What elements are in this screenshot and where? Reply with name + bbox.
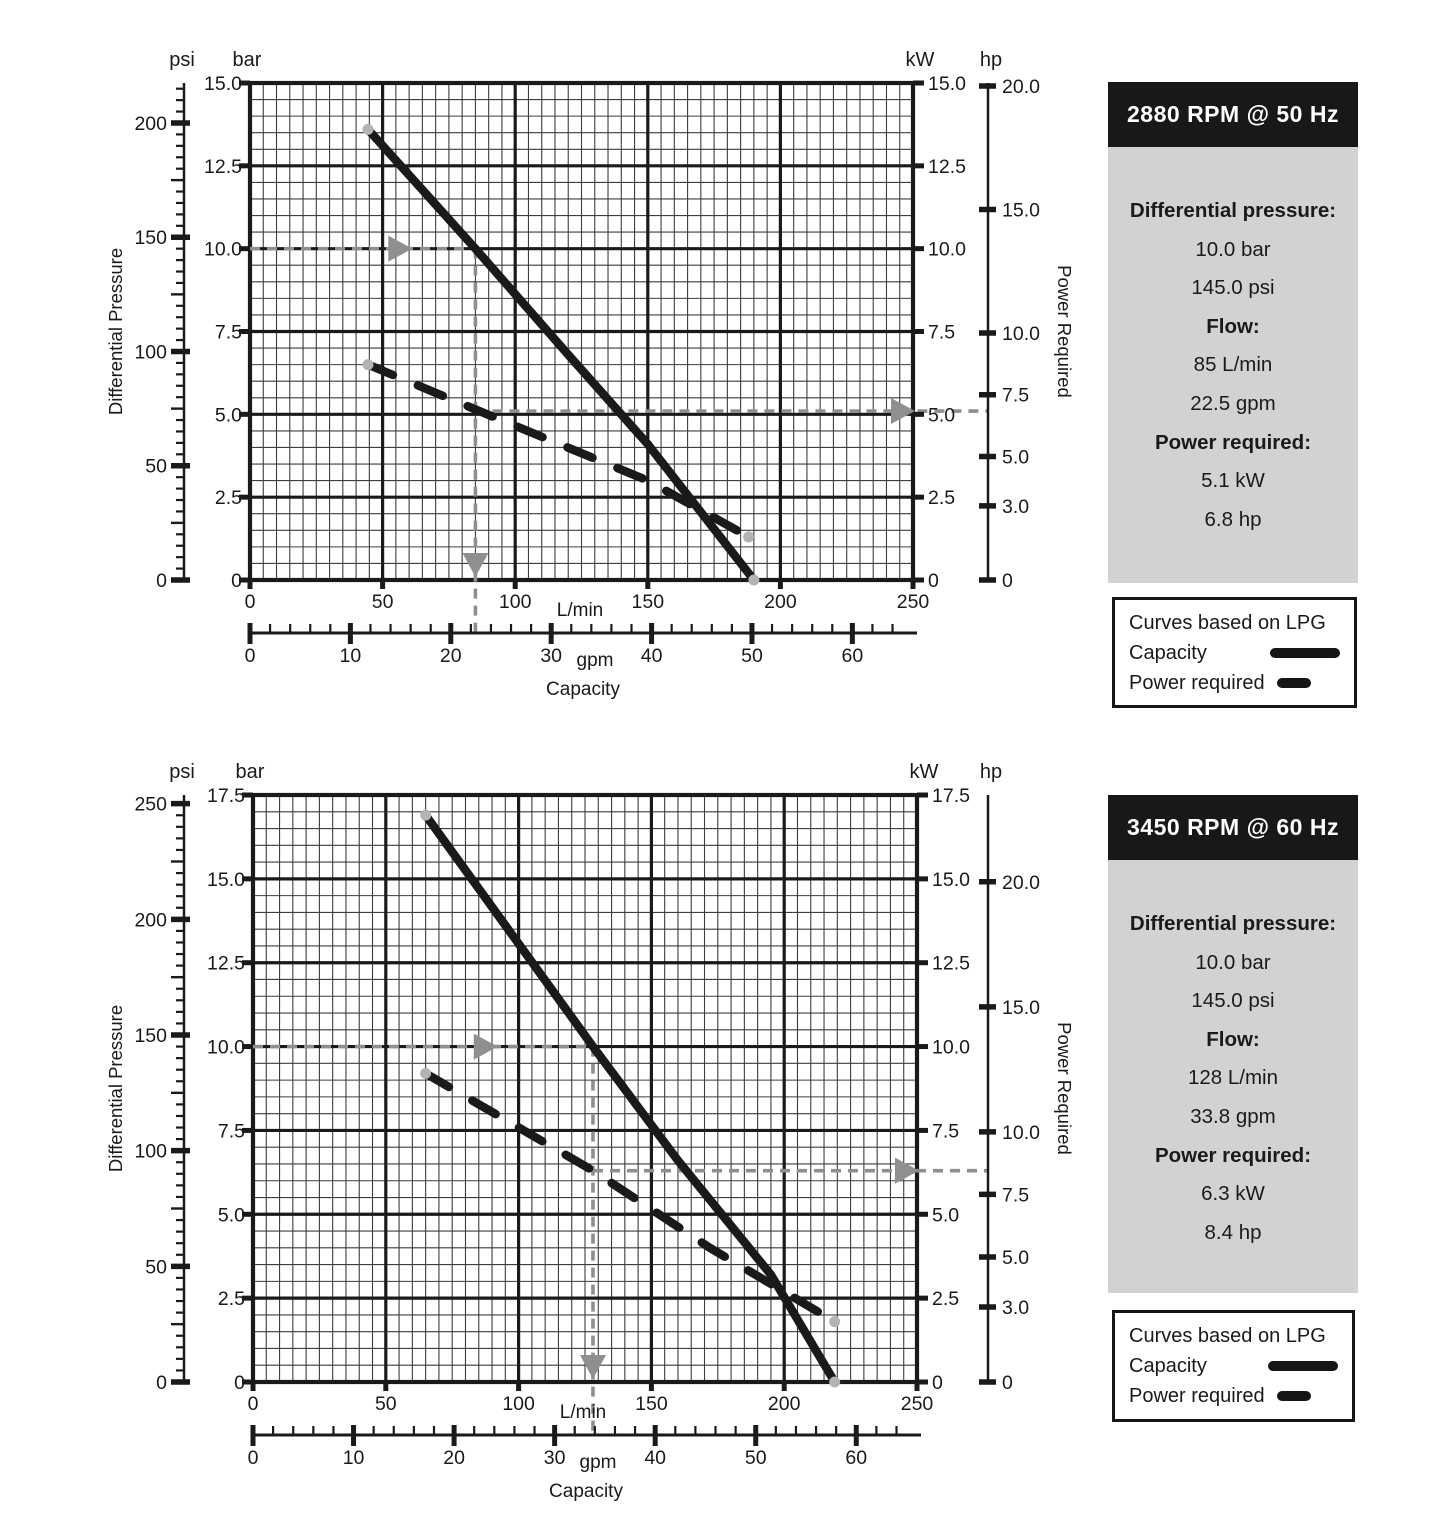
- svg-text:Differential Pressure: Differential Pressure: [105, 247, 126, 416]
- gpm-ruler: [245, 623, 917, 700]
- legend-power-label: Power required: [1129, 672, 1265, 694]
- svg-text:250: 250: [896, 591, 930, 613]
- spec-pressure-psi: 145.0 psi: [1191, 276, 1275, 300]
- operating-point-guides: [253, 1047, 988, 1435]
- curve-endpoint-dot: [748, 575, 759, 586]
- svg-text:100: 100: [502, 1393, 535, 1415]
- svg-text:10.0: 10.0: [928, 238, 966, 261]
- svg-text:20: 20: [443, 1447, 465, 1469]
- pump-chart-1: [105, 49, 1075, 700]
- spec-power-label: Power required:: [1154, 1143, 1312, 1167]
- svg-text:0: 0: [247, 1393, 259, 1415]
- grid-minor: [253, 795, 917, 1382]
- axis-labels: [204, 73, 966, 621]
- spec-panel-60hz: [1108, 795, 1358, 1293]
- svg-text:0: 0: [156, 570, 167, 592]
- legend-50hz: [1112, 597, 1357, 708]
- svg-text:15.0: 15.0: [1002, 996, 1040, 1019]
- svg-text:40: 40: [644, 1447, 667, 1469]
- psi-ruler: [134, 83, 190, 592]
- svg-text:7.5: 7.5: [928, 321, 956, 344]
- power-line-swatch: [1277, 678, 1311, 688]
- spec-panel-50hz: [1108, 82, 1358, 583]
- legend-power-label: Power required: [1129, 1385, 1265, 1407]
- svg-text:bar: bar: [235, 761, 265, 783]
- svg-text:100: 100: [134, 341, 167, 364]
- svg-text:2.5: 2.5: [214, 487, 242, 510]
- capacity-line-swatch: [1270, 648, 1340, 658]
- spec-power-label: Power required:: [1154, 430, 1312, 454]
- spec-pressure-bar: 10.0 bar: [1195, 237, 1271, 261]
- svg-text:0: 0: [231, 570, 242, 592]
- legend-title: Curves based on LPG: [1129, 612, 1326, 634]
- svg-text:30: 30: [543, 1447, 566, 1469]
- svg-text:15.0: 15.0: [932, 868, 970, 891]
- svg-text:0: 0: [244, 645, 256, 667]
- spec-flow-label: Flow:: [1206, 1027, 1260, 1051]
- svg-text:5.0: 5.0: [217, 1204, 245, 1227]
- spec-diff-pressure-label: Differential pressure:: [1129, 199, 1337, 222]
- svg-text:60: 60: [845, 1447, 868, 1469]
- spec-power-hp: 6.8 hp: [1204, 507, 1262, 531]
- spec-panel-60hz-header: 3450 RPM @ 60 Hz: [1108, 795, 1358, 860]
- svg-text:Power Required: Power Required: [1054, 265, 1075, 398]
- svg-text:15.0: 15.0: [1002, 199, 1040, 222]
- svg-text:L/min: L/min: [559, 1402, 607, 1423]
- curve-endpoint-dot: [420, 1068, 431, 1079]
- svg-text:10.0: 10.0: [1002, 1121, 1040, 1144]
- operating-point-guides: [250, 249, 988, 633]
- curve-endpoint-dot: [363, 124, 374, 135]
- spec-flow-label: Flow:: [1206, 314, 1260, 338]
- spec-diff-pressure-label: Differential pressure:: [1129, 912, 1337, 935]
- svg-text:10: 10: [339, 645, 362, 667]
- svg-text:50: 50: [374, 1393, 397, 1415]
- svg-text:200: 200: [134, 112, 167, 135]
- svg-text:200: 200: [767, 1393, 801, 1415]
- svg-text:7.5: 7.5: [217, 1120, 245, 1143]
- svg-text:50: 50: [145, 1256, 167, 1279]
- curve-endpoint-dot: [420, 810, 431, 821]
- svg-text:kW: kW: [905, 49, 935, 71]
- hp-ruler: [979, 795, 1040, 1394]
- svg-text:0: 0: [156, 1372, 167, 1394]
- legend-title: Curves based on LPG: [1129, 1325, 1326, 1347]
- spec-power-kw: 5.1 kW: [1201, 469, 1265, 493]
- svg-text:15.0: 15.0: [207, 868, 245, 891]
- svg-text:12.5: 12.5: [207, 952, 245, 975]
- svg-text:psi: psi: [169, 49, 195, 71]
- svg-text:3.0: 3.0: [1002, 1296, 1030, 1319]
- legend-60hz: [1112, 1310, 1355, 1422]
- spec-power-hp: 8.4 hp: [1204, 1220, 1262, 1244]
- svg-text:2.5: 2.5: [932, 1288, 960, 1311]
- gpm-ruler: [248, 1425, 921, 1502]
- svg-text:3.0: 3.0: [1002, 495, 1030, 518]
- svg-text:5.0: 5.0: [1002, 446, 1030, 469]
- svg-text:10.0: 10.0: [1002, 322, 1040, 345]
- svg-text:0: 0: [928, 570, 939, 592]
- spec-flow-lmin: 85 L/min: [1193, 353, 1273, 377]
- svg-text:5.0: 5.0: [1002, 1246, 1030, 1269]
- capacity-curve: [368, 129, 754, 580]
- svg-text:2.5: 2.5: [217, 1288, 245, 1311]
- svg-text:0: 0: [1002, 570, 1013, 592]
- svg-text:0: 0: [234, 1372, 245, 1394]
- svg-text:50: 50: [371, 591, 394, 613]
- svg-text:2.5: 2.5: [928, 487, 956, 510]
- svg-text:Differential Pressure: Differential Pressure: [105, 1004, 126, 1173]
- curve-endpoint-dot: [363, 359, 374, 370]
- svg-text:10.0: 10.0: [932, 1036, 970, 1059]
- svg-text:5.0: 5.0: [928, 404, 956, 427]
- svg-text:kW: kW: [909, 761, 939, 783]
- svg-text:250: 250: [900, 1393, 934, 1415]
- svg-text:100: 100: [134, 1140, 167, 1163]
- svg-text:L/min: L/min: [556, 600, 604, 621]
- power-required-curve: [368, 365, 749, 537]
- svg-text:12.5: 12.5: [204, 155, 242, 178]
- svg-text:40: 40: [640, 645, 663, 667]
- svg-text:0: 0: [247, 1447, 259, 1469]
- svg-text:gpm: gpm: [576, 650, 614, 671]
- svg-text:7.5: 7.5: [1002, 384, 1030, 407]
- legend-capacity-label: Capacity: [1129, 1355, 1207, 1377]
- spec-flow-gpm: 33.8 gpm: [1190, 1104, 1276, 1128]
- svg-text:20.0: 20.0: [1002, 75, 1040, 98]
- svg-text:20.0: 20.0: [1002, 871, 1040, 894]
- spec-panel-50hz-header: 2880 RPM @ 50 Hz: [1108, 82, 1358, 147]
- spec-flow-gpm: 22.5 gpm: [1190, 391, 1276, 415]
- svg-text:30: 30: [540, 645, 563, 667]
- curve-endpoint-dot: [829, 1316, 840, 1327]
- svg-text:150: 150: [134, 1025, 167, 1048]
- svg-text:bar: bar: [232, 49, 262, 71]
- svg-text:12.5: 12.5: [932, 952, 970, 975]
- svg-text:10.0: 10.0: [207, 1036, 245, 1059]
- svg-text:100: 100: [498, 591, 532, 613]
- svg-text:15.0: 15.0: [928, 73, 966, 95]
- svg-text:5.0: 5.0: [932, 1204, 960, 1227]
- svg-text:50: 50: [744, 1447, 767, 1469]
- svg-text:hp: hp: [979, 761, 1003, 783]
- spec-power-kw: 6.3 kW: [1201, 1182, 1265, 1206]
- svg-text:Capacity: Capacity: [546, 679, 620, 700]
- svg-text:150: 150: [134, 227, 167, 250]
- svg-text:psi: psi: [169, 761, 195, 783]
- capacity-line-swatch: [1268, 1361, 1338, 1371]
- pump-chart-2: [105, 761, 1075, 1502]
- spec-pressure-bar: 10.0 bar: [1195, 950, 1271, 974]
- power-line-swatch: [1277, 1391, 1311, 1401]
- svg-text:12.5: 12.5: [928, 155, 966, 178]
- psi-ruler: [134, 794, 190, 1394]
- svg-text:200: 200: [764, 591, 797, 613]
- hp-ruler: [979, 76, 1040, 592]
- svg-text:Capacity: Capacity: [549, 1481, 623, 1502]
- svg-text:0: 0: [1002, 1372, 1013, 1394]
- spec-pressure-psi: 145.0 psi: [1191, 989, 1275, 1013]
- svg-text:7.5: 7.5: [1002, 1184, 1030, 1207]
- spec-panel-50hz-body: [1108, 147, 1358, 583]
- svg-text:200: 200: [134, 909, 167, 932]
- svg-text:17.5: 17.5: [207, 785, 245, 807]
- svg-text:gpm: gpm: [579, 1452, 617, 1473]
- svg-text:0: 0: [932, 1372, 943, 1394]
- svg-text:50: 50: [145, 455, 167, 478]
- svg-text:5.0: 5.0: [214, 404, 242, 427]
- axis-labels: [207, 785, 970, 1423]
- curve-endpoint-dot: [743, 531, 754, 542]
- svg-text:10.0: 10.0: [204, 238, 242, 261]
- svg-text:150: 150: [631, 591, 665, 613]
- svg-text:Power Required: Power Required: [1054, 1022, 1075, 1155]
- svg-text:150: 150: [635, 1393, 668, 1415]
- spec-panel-60hz-body: [1108, 860, 1358, 1293]
- svg-text:20: 20: [439, 645, 462, 667]
- svg-text:17.5: 17.5: [932, 785, 970, 807]
- svg-text:hp: hp: [979, 49, 1003, 71]
- spec-flow-lmin: 128 L/min: [1187, 1066, 1279, 1090]
- svg-text:7.5: 7.5: [214, 321, 242, 344]
- svg-text:10: 10: [342, 1447, 365, 1469]
- curve-endpoint-dot: [829, 1377, 840, 1388]
- svg-text:250: 250: [134, 793, 167, 816]
- legend-capacity-label: Capacity: [1129, 642, 1207, 664]
- svg-text:7.5: 7.5: [932, 1120, 960, 1143]
- svg-text:50: 50: [741, 645, 763, 667]
- svg-text:60: 60: [841, 645, 864, 667]
- svg-text:0: 0: [244, 591, 256, 613]
- svg-text:15.0: 15.0: [204, 73, 242, 95]
